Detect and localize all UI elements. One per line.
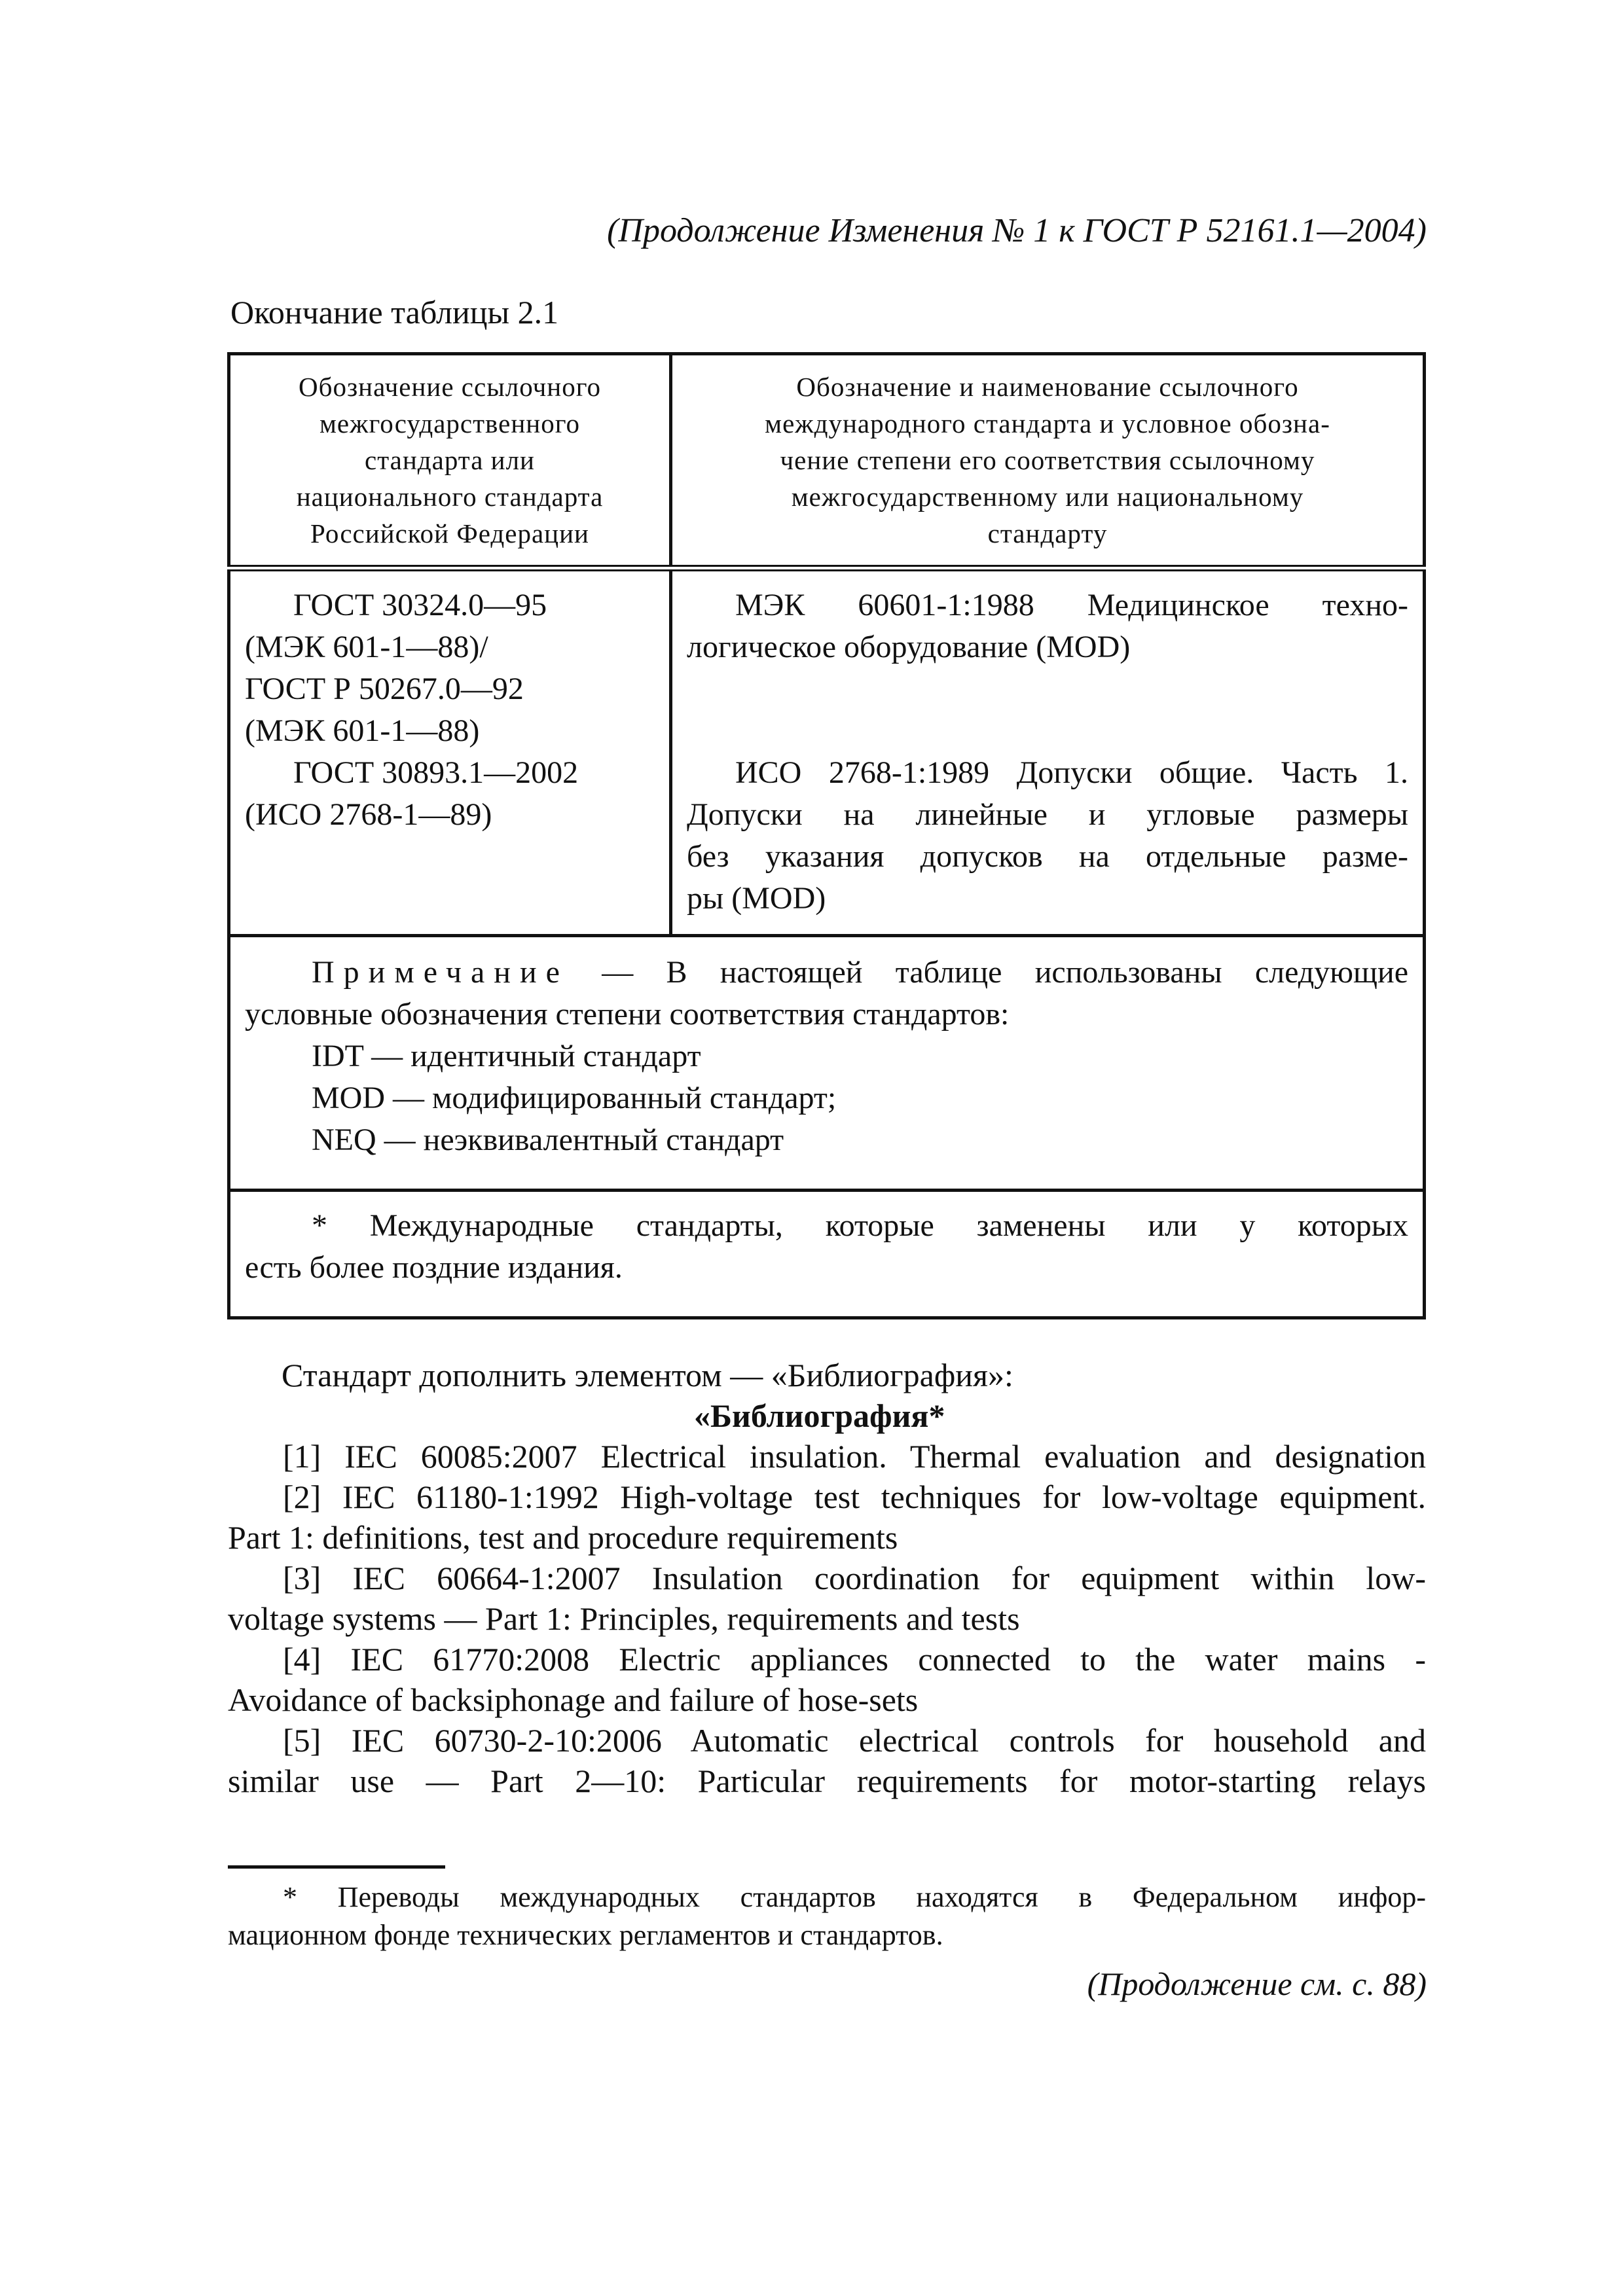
- bibliography-title: «Библиография*: [694, 1397, 945, 1434]
- header-cell-national-standard: [229, 354, 671, 569]
- note-label: Примечание: [312, 955, 569, 990]
- star-note-line: * Международные стандарты, которые заменены или у которых: [312, 1208, 1408, 1243]
- table-header-row: [229, 354, 1425, 569]
- bibliography-item-text: [5] IEC 60730-2-10:2006 Automatic electrical controls for household and: [283, 1722, 1426, 1759]
- bibliography-item-text: similar use — Part 2—10: Particular requirements for motor-starting relays: [228, 1763, 1426, 1799]
- note-idt: IDT — идентичный стандарт: [312, 1039, 701, 1073]
- bibliography-item-text: [3] IEC 60664-1:2007 Insulation coordination for equipment within low-: [283, 1560, 1426, 1596]
- header-text: стандарта или: [365, 445, 535, 475]
- star-note-line: есть более поздние издания.: [245, 1250, 623, 1285]
- standard-description: МЭК 60601-1:1988 Медицинское техно-: [735, 588, 1408, 622]
- bibliography-item: [228, 1436, 1426, 1477]
- table-star-note-cell: [229, 1191, 1425, 1318]
- footnote: [228, 1878, 1426, 1954]
- table-note-row: [229, 936, 1425, 1191]
- bibliography-item: [228, 1477, 1426, 1558]
- bibliography-list: [228, 1436, 1426, 1801]
- header-text: международного стандарта и условное обозна-: [765, 408, 1330, 439]
- header-text: стандарту: [987, 518, 1108, 548]
- header-text: Российской Федерации: [310, 518, 589, 548]
- table-caption: Окончание таблицы 2.1: [230, 294, 559, 331]
- standard-description: ры (MOD): [687, 881, 826, 916]
- standard-ref: (МЭК 601-1—88)/: [245, 630, 488, 664]
- standard-ref: ГОСТ 30893.1—2002: [293, 755, 579, 790]
- table-note-cell: [229, 936, 1425, 1191]
- spacer: [687, 668, 1408, 752]
- standard-ref: (ИСО 2768-1—89): [245, 797, 492, 832]
- standard-ref: (МЭК 601-1—88): [245, 713, 480, 748]
- international-standards-cell: [671, 568, 1425, 936]
- standard-ref: ГОСТ 30324.0—95: [293, 588, 547, 622]
- header-text: Обозначение ссылочного: [298, 372, 601, 402]
- footnote-text: * Переводы международных стандартов находятся в Федеральном инфор-: [283, 1881, 1426, 1913]
- footnote-text: мационном фонде технических регламентов и стандартов.: [228, 1919, 943, 1951]
- header-cell-international-standard: [671, 354, 1425, 569]
- note-neq: NEQ — неэквивалентный стандарт: [312, 1122, 784, 1157]
- note-line: условные обозначения степени соответствия стандартов:: [245, 997, 1010, 1031]
- standards-table: [227, 352, 1426, 1319]
- note-text: — В настоящей таблице использованы следующие: [568, 955, 1408, 990]
- footnote-separator: [228, 1865, 445, 1869]
- standard-description: Допуски на линейные и угловые размеры: [687, 797, 1408, 832]
- bibliography-item-text: [1] IEC 60085:2007 Electrical insulation. Thermal evaluation and designation: [283, 1438, 1426, 1475]
- header-text: межгосударственного: [319, 408, 581, 439]
- bibliography-item-text: Part 1: definitions, test and procedure requirements: [228, 1519, 898, 1556]
- bibliography-item-text: [2] IEC 61180-1:1992 High-voltage test techniques for low-voltage equipment.: [283, 1479, 1426, 1515]
- header-text: межгосударственному или национальному: [791, 482, 1304, 512]
- bibliography-item: [228, 1639, 1426, 1720]
- header-text: национального стандарта: [296, 482, 604, 512]
- standard-ref: ГОСТ Р 50267.0—92: [245, 672, 524, 706]
- header-text: чение степени его соответствия ссылочному: [780, 445, 1315, 475]
- continuation-header: (Продолжение Изменения № 1 к ГОСТ Р 52161.1—2004): [607, 212, 1427, 249]
- standard-description: логическое оборудование (MOD): [687, 630, 1131, 664]
- note-line: [245, 952, 1408, 994]
- header-text: Обозначение и наименование ссылочного: [796, 372, 1299, 402]
- bibliography-item: [228, 1558, 1426, 1639]
- national-standards-cell: [229, 568, 671, 936]
- standard-description: без указания допусков на отдельные разме-: [687, 839, 1408, 874]
- bibliography-intro: Стандарт дополнить элементом — «Библиография»:: [282, 1357, 1013, 1393]
- standard-description: ИСО 2768-1:1989 Допуски общие. Часть 1.: [735, 755, 1408, 790]
- continuation-footer: (Продолжение см. с. 88): [1087, 1965, 1427, 2002]
- bibliography-item: [228, 1720, 1426, 1801]
- bibliography-item-text: Avoidance of backsiphonage and failure of hose-sets: [228, 1681, 919, 1718]
- bibliography-item-text: [4] IEC 61770:2008 Electric appliances connected to the water mains -: [283, 1641, 1426, 1677]
- table-row: [229, 568, 1425, 936]
- note-mod: MOD — модифицированный стандарт;: [312, 1081, 837, 1115]
- bibliography-item-text: voltage systems — Part 1: Principles, requirements and tests: [228, 1600, 1020, 1637]
- table-star-note-row: [229, 1191, 1425, 1318]
